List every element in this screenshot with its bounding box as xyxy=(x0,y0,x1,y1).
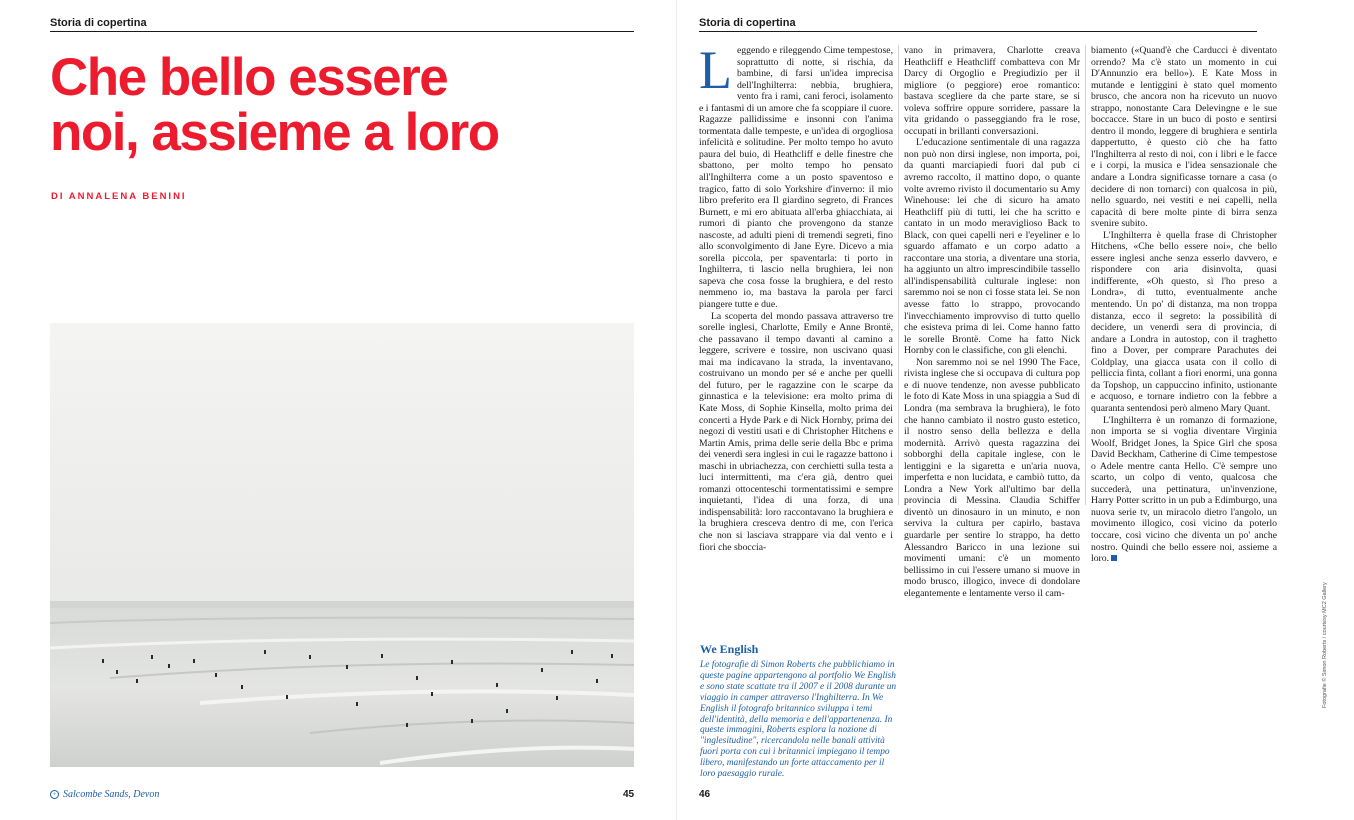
byline: DI ANNALENA BENINI xyxy=(51,191,187,202)
we-english-sidebar xyxy=(700,642,900,780)
paragraph xyxy=(699,40,893,311)
page-number-left: 45 xyxy=(623,789,635,800)
paragraph: L'Inghilterra è quella frase di Christopher Hitchens, «Che bello essere noi», che bello essere inglesi anche senza esserlo davvero, e rispondere con aria disinvolta, quasi indifferente, «Oh questo, sì l'ho preso a Londra», di tutto, eventualmente anche mentendo. Un po' di distanza, ma non troppa distanza, ecco il segreto: la possibilità di decidere, un venerdì sera di provincia, di andare a Londra in autostop, con il traghetto fino a Dover, per comprare Parachutes dei Coldplay, una giacca usata con il collo di pelliccia finta, collant a fiori enormi, una gonna da Topshop, un cappuccino infinito, ustionante e acquoso, e tornare indietro con la febbre a quaranta sentendosi però almeno Mary Quant. xyxy=(1091,229,1277,414)
page-number-right: 46 xyxy=(699,789,711,800)
paragraph: La scoperta del mondo passava attraverso tre sorelle inglesi, Charlotte, Emily e Anne Brontë, che passavano il tempo davanti al camino a leggere, scrivere e tossire, non uscivano quasi mai ma indicavano la strada, la inventavano, costruivano un mondo per sé e anche per quelli del futuro, per le ragazzine con le scarpe da ginnastica e la televisione: era molto prima di Kate Moss, di Sophie Kinsella, molto prima dei concerti a Hyde Park e di Nick Hornby, prima dei negozi di vestiti usati e di Christopher Hitchens e Martin Amis, prima delle serie della Bbc e prima dei venerdì sera inglesi in cui le ragazze battono i maschi in ubriachezza, con cerchietti sulla testa a luci intermittenti, ma c'era già, dentro quei romanzi ottocenteschi tormentatissimi e sempre inquietanti, l'idea di una forza, di una indispensabilità: loro raccontavano la brughiera e la brughiera cresceva dentro di me, con l'erica che non si lasciava strappare via dal vento e i fiori che sboccia- xyxy=(699,310,893,553)
beach-photo xyxy=(50,323,634,767)
paragraph: Non saremmo noi se nel 1990 The Face, rivista inglese che si occupava di cultura pop e di nuove tendenze, non avesse pubblicato le foto di Kate Moss in una spiaggia a Sud di Londra (ma sembrava la brughiera), le foto che hanno cambiato il nostro gusto estetico, il nostro senso della bellezza e della modernità. Arrivò questa ragazzina dei sobborghi della capitale inglese, con le lentiggini e la sigaretta e un'aria nuova, imperfetta e non lucidata, e cambiò tutto, da Londra a New York all'ultimo bar della provincia di Messina. Claudia Schiffer diventò un dinosauro in un minuto, e non serviva la cultura per capirlo, bastava guardarle per sentire lo strappo, ha detto Alessandro Baricco in una lezione sui movimenti umani: c'è un momento bellissimo in cui l'essere umano si muove in modo brusco, illogico, invece di dondolare elegantemente e lentamente verso il cam- xyxy=(904,356,1080,599)
headline xyxy=(50,50,650,160)
column-rule xyxy=(898,45,899,505)
paragraph-text: L'Inghilterra è un romanzo di formazione, non importa se si voglia diventare Virginia Woolf, Bridget Jones, la Spice Girl che sposa David Beckham, Catherine di Cime tempestose o Adele mentre canta Hello. C'è sempre uno scarto, un colpo di vento, qualcosa che succederà, una pettinatura, un'invenzione, Harry Potter scritto in un pub a Edimburgo, una nuova serie tv, un miracolo dietro l'angolo, un movimento illogico, così vicino da poterlo toccare, così vicino che diventa un po' anche nostro. Quindi che bello essere noi, assieme a loro. xyxy=(1091,414,1277,565)
section-label: Storia di copertina xyxy=(50,17,147,29)
photo-credit: Fotografie © Simon Roberts / courtesy MC2 Gallery xyxy=(1322,582,1328,708)
beach-photo-art xyxy=(50,323,634,767)
drop-cap: L xyxy=(699,40,732,100)
article-column-1 xyxy=(699,40,893,553)
headline-line-1: Che bello essere xyxy=(50,48,448,107)
sidebar-title: We English xyxy=(700,642,759,656)
photo-caption-text: Salcombe Sands, Devon xyxy=(63,789,160,800)
section-rule xyxy=(50,31,634,32)
paragraph xyxy=(1091,415,1277,565)
end-mark-icon xyxy=(1111,555,1117,561)
photo-caption xyxy=(50,789,159,800)
article-column-2 xyxy=(904,45,1080,599)
headline-line-2: noi, assieme a loro xyxy=(50,103,499,162)
paragraph-text: eggendo e rileggendo Cime tempestose, soprattutto di notte, si rischia, da bambine, di farsi un'idea imprecisa dell'Inghilterra: nebbia, brughiera, vento fra i rami, cani feroci, isolamento e i fantasmi di un amore che fa scoppiare il cuore. Ragazze pallidissime e insonni con l'anima tormentata dalle tempeste, e un'idea di orgogliosa infelicità e solitudine. Per molto tempo ho avuto paura del buio, di Heathcliff e delle finestre che sbattono, per molto tempo ho pensato all'Inghilterra come a un posto spaventoso e tragico, fatto di solo Yorkshire d'inverno: il mio libro preferito era Il giardino segreto, di Frances Burnett, e mi ero abituata all'erba ghiacchiata, ai rumori di pianto che provengono da stanze nascoste, ad adulti pieni di tremendi segreti, fino allo sconvolgimento di Jane Eyre. Dicevo a mia sorella piccola, per spaventarla: ti porto in Inghilterra, ti lascio nella brughiera, lei non sapeva che cosa fosse la brughiera, e del resto nemmeno io, ma bastava la parola per farci piangere tutte e due. xyxy=(699,45,893,311)
info-icon: + xyxy=(50,790,59,799)
sidebar-text: Le fotografie di Simon Roberts che pubblichiamo in queste pagine appartengono al portfolio We English e sono state scattate tra il 2007 e il 2008 durante un viaggio in camper attraverso l'Inghilterra. In We English il fotografo britannico sviluppa i temi dell'identità, della memoria e dell'appartenenza. In queste immagini, Roberts esplora la nozione di "inglesitudine", ricercandola nelle banali attività fuori porta con cui i britannici impiegano il tempo libero, manifestando un forte attaccamento per il loro paesaggio rurale. xyxy=(700,660,897,780)
paragraph: L'educazione sentimentale di una ragazza non può non dirsi inglese, non importa, poi, da quanti marciapiedi fuori dal pub ci avremo raccolto, il mattino dopo, o quante volte avremo rivisto il documentario su Amy Winehouse: lei che di sicuro ha amato Heathcliff più di tutti, lei che ha scritto e cantato in un modo meraviglioso Back to Black, con quei capelli neri e l'eyeliner e lo sguardo affamato e un corpo adatto a raccontare una storia, a diventare una storia, ha aggiunto un altro imprescindibile tassello all'indispensabilità culturale inglese: non saremmo noi se non ci fosse stata lei. Se non avesse fatto lo strappo, provocando l'invecchiamento improvviso di tutto quello che esisteva prima di lei. Come hanno fatto le sorelle Brontë. Come ha fatto Nick Hornby con le classifiche, con gli elenchi. xyxy=(904,137,1080,357)
article-column-3 xyxy=(1091,45,1277,565)
paragraph: biamento («Quand'è che Carducci è diventato orrendo? Ma c'è stato un momento in cui D'Annunzio era bello»). E Kate Moss in mutande e lentiggini è stato quel momento brusco, che ancora non ha ricevuto un nuovo strappo, nonostante Cara Delevingne e le sue boccacce. Stare in un buco di posto e sentirsi dentro il mondo, leggere di brughiera e sentirla dappertutto, è questo ciò che ha fatto l'Inghilterra al resto di noi, con i libri e le facce e i corpi, la musica e l'idea sensazionale che andare a Londra significasse tornare a casa (o decidere di non tornarci) con qualcosa in più, nello sguardo, nei vestiti e nei capelli, nella capacità di bere molte pinte di birra senza svenire subito. xyxy=(1091,45,1277,230)
column-rule xyxy=(1085,45,1086,505)
section-label-right: Storia di copertina xyxy=(699,17,796,29)
section-rule-right xyxy=(699,31,1257,32)
paragraph: vano in primavera, Charlotte creava Heathcliff e Heathcliff combatteva con Mr Darcy di Orgoglio e Pregiudizio per il migliore (o peggiore) eroe romantico: bastava scegliere da che parte stare, se si voleva soffrire oppure sorridere, passare la vita gridando o passeggiando fra le rose, occupati in brillanti conversazioni. xyxy=(904,45,1080,137)
